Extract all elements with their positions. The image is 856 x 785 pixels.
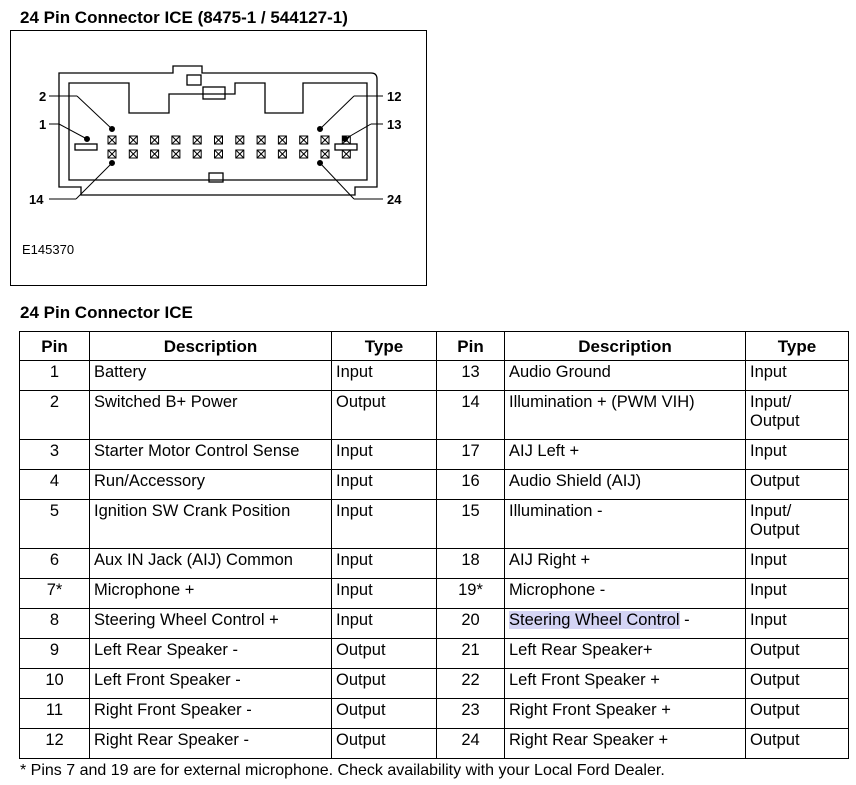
table-row: [20, 669, 849, 699]
pin-number: 16: [437, 470, 505, 500]
pin-table: [19, 331, 849, 759]
header-description: Description: [505, 332, 746, 361]
pin-description: Left Rear Speaker+: [505, 639, 746, 669]
pin-description: Ignition SW Crank Position: [90, 500, 332, 549]
pin-dot-13: [343, 137, 348, 142]
header-pin: Pin: [20, 332, 90, 361]
pin-type: Output: [332, 639, 437, 669]
pin-number: 9: [20, 639, 90, 669]
pin-label-14: 14: [29, 192, 44, 207]
pin-number: 12: [20, 729, 90, 759]
pin-description: AIJ Right +: [505, 549, 746, 579]
pin-description: AIJ Left +: [505, 440, 746, 470]
table-row: [20, 440, 849, 470]
pin-grid: [108, 136, 350, 158]
pin-description: Battery: [90, 361, 332, 391]
table-row: [20, 549, 849, 579]
footnote: * Pins 7 and 19 are for external microphone. Check availability with your Local Ford Dealer.: [20, 762, 665, 779]
pin-type: Input: [746, 440, 849, 470]
pin-label-1: 1: [39, 117, 47, 132]
pin-type: Output: [332, 391, 437, 440]
pin-number: 19*: [437, 579, 505, 609]
pin-label-24: 24: [387, 192, 402, 207]
pin-number: 20: [437, 609, 505, 639]
pin-type: Input/ Output: [746, 500, 849, 549]
pin-label-2: 2: [39, 89, 47, 104]
pin-dot-12: [318, 127, 323, 132]
pin-number: 8: [20, 609, 90, 639]
table-row: [20, 609, 849, 639]
pin-number: 14: [437, 391, 505, 440]
pin-type: Output: [746, 699, 849, 729]
pin-number: 7*: [20, 579, 90, 609]
connector-latch: [187, 75, 201, 85]
pin-type: Input: [332, 579, 437, 609]
pin-number: 18: [437, 549, 505, 579]
pin-description: Switched B+ Power: [90, 391, 332, 440]
pin-description: Left Front Speaker -: [90, 669, 332, 699]
table-row: [20, 500, 849, 549]
pin-type: Output: [746, 729, 849, 759]
pin-number: 6: [20, 549, 90, 579]
left-slot: [75, 144, 97, 150]
pin-description: Microphone +: [90, 579, 332, 609]
pin-number: 3: [20, 440, 90, 470]
right-slot: [335, 144, 357, 150]
connector-latch-inner: [203, 87, 225, 99]
pin-type: Output: [332, 699, 437, 729]
pin-number: 2: [20, 391, 90, 440]
pin-description: Starter Motor Control Sense: [90, 440, 332, 470]
pin-number: 23: [437, 699, 505, 729]
pin-type: Input: [332, 440, 437, 470]
pin-type: Input: [746, 579, 849, 609]
table-row: [20, 470, 849, 500]
header-pin: Pin: [437, 332, 505, 361]
page-title: 24 Pin Connector ICE (8475-1 / 544127-1): [20, 8, 348, 27]
header-description: Description: [90, 332, 332, 361]
pin-number: 24: [437, 729, 505, 759]
pin-number: 1: [20, 361, 90, 391]
connector-housing: [59, 66, 377, 195]
pin-description: Illumination + (PWM VIH): [505, 391, 746, 440]
pin-description: Microphone -: [505, 579, 746, 609]
pin-description: Right Front Speaker -: [90, 699, 332, 729]
table-row: [20, 729, 849, 759]
pin-description: Right Rear Speaker -: [90, 729, 332, 759]
pin-description: Steering Wheel Control +: [90, 609, 332, 639]
pin-label-13: 13: [387, 117, 402, 132]
description-suffix: -: [679, 611, 690, 629]
table-row: [20, 639, 849, 669]
pin-description: Illumination -: [505, 500, 746, 549]
pin-type: Input: [332, 470, 437, 500]
pin-type: Output: [746, 639, 849, 669]
pin-number: 10: [20, 669, 90, 699]
pin-type: Input: [332, 609, 437, 639]
table-row: [20, 391, 849, 440]
pin-dot-24: [318, 161, 323, 166]
pin-type: Output: [746, 669, 849, 699]
figure-id: E145370: [22, 242, 75, 257]
pin-dot-14: [110, 161, 115, 166]
table-title: 24 Pin Connector ICE: [20, 303, 193, 322]
pin-number: 5: [20, 500, 90, 549]
pin-type: Input/ Output: [746, 391, 849, 440]
pin-dot-1: [85, 137, 90, 142]
pin-dot-2: [110, 127, 115, 132]
pin-type: Output: [332, 669, 437, 699]
pin-number: 4: [20, 470, 90, 500]
pin-description: Right Rear Speaker +: [505, 729, 746, 759]
pin-number: 22: [437, 669, 505, 699]
highlighted-text: Steering Wheel Control: [509, 611, 680, 629]
table-row: [20, 699, 849, 729]
table-row: [20, 579, 849, 609]
pin-description: Audio Shield (AIJ): [505, 470, 746, 500]
pin-label-12: 12: [387, 89, 402, 104]
header-type: Type: [332, 332, 437, 361]
pin-description: Run/Accessory: [90, 470, 332, 500]
pin-description: Right Front Speaker +: [505, 699, 746, 729]
pin-description: [505, 609, 746, 639]
pin-type: Input: [332, 500, 437, 549]
pin-number: 13: [437, 361, 505, 391]
pin-number: 11: [20, 699, 90, 729]
table-header-row: [20, 332, 849, 361]
connector-figure: [10, 30, 427, 286]
pin-number: 17: [437, 440, 505, 470]
pin-description: Left Rear Speaker -: [90, 639, 332, 669]
pin-type: Input: [746, 361, 849, 391]
pin-description: Left Front Speaker +: [505, 669, 746, 699]
pin-type: Output: [746, 470, 849, 500]
header-type: Type: [746, 332, 849, 361]
pin-type: Input: [746, 609, 849, 639]
pin-type: Input: [746, 549, 849, 579]
pin-type: Input: [332, 361, 437, 391]
pin-type: Output: [332, 729, 437, 759]
pin-description: Aux IN Jack (AIJ) Common: [90, 549, 332, 579]
pin-number: 15: [437, 500, 505, 549]
pin-number: 21: [437, 639, 505, 669]
table-row: [20, 361, 849, 391]
pin-type: Input: [332, 549, 437, 579]
pin-description: Audio Ground: [505, 361, 746, 391]
